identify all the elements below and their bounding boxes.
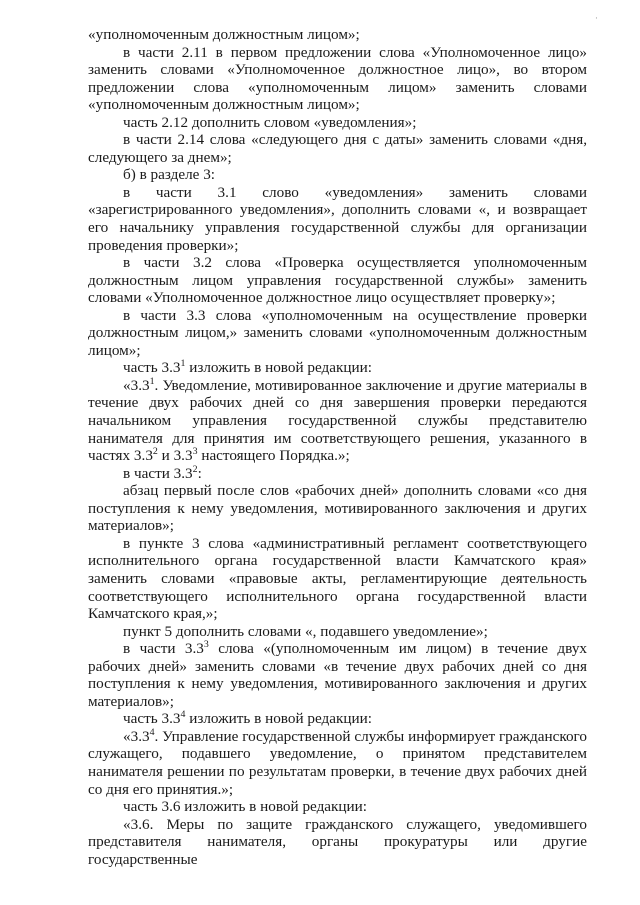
paragraph-text: часть 3.6 изложить в новой редакции:: [123, 798, 368, 816]
paragraph-text: в части 3.1 слово «уведомления» заменить словами «зарегистрированного уведомления», дополнить словами «, и возвращает его начальнику управления государственной службы для организации проведения проверки»;: [88, 183, 587, 254]
superscript: 2: [152, 446, 158, 458]
paragraph-text: «3.3: [123, 727, 150, 745]
paragraph-text: изложить в новой редакции:: [185, 710, 372, 728]
paragraph: [88, 26, 587, 44]
paragraph: [88, 114, 587, 132]
paragraph-text: настоящего Порядка.»;: [197, 447, 350, 465]
paragraph-text: изложить в новой редакции:: [185, 359, 372, 377]
paragraph-text: «3.6. Меры по защите гражданского служащего, уведомившего представителя нанимателя, органы прокуратуры или другие государственные: [88, 815, 587, 868]
paragraph: [88, 254, 587, 307]
paragraph: [88, 482, 587, 535]
paragraph-text: б) в разделе 3:: [123, 166, 216, 184]
superscript: 1: [180, 358, 186, 370]
paragraph: [88, 710, 587, 728]
paragraph: [88, 728, 587, 798]
paragraph-text: в пункте 3 слова «административный регламент соответствующего исполнительного органа государственной власти Камчатского края» заменить словами «правовые акты, регламентирующие деятельность соответствующего исполнительного органа государственной власти Камчатского края,»;: [88, 534, 587, 623]
superscript: 4: [180, 709, 186, 721]
superscript: 4: [149, 726, 155, 738]
superscript: 3: [203, 639, 209, 651]
paragraph-text: слова «(уполномоченным им лицом) в течение двух рабочих дней» заменить словами «в течение двух рабочих дней со дня поступления к нему уведомления, мотивированного заключения и других материалов»;: [88, 640, 588, 710]
paragraph-text: . Уведомление, мотивированное заключение и другие материалы в течение двух рабочих дней со дня завершения проверки передаются начальником управления государственной службы представителю нанимателя для принятия им соответствующего решения, указанного в частях 3.3: [88, 376, 587, 465]
paragraph-text: в части 2.14 слова «следующего дня с даты» заменить словами «дня, следующего за днем»;: [88, 131, 587, 166]
corner-mark: ·: [595, 14, 598, 24]
paragraph: [88, 44, 587, 114]
paragraph: [88, 377, 587, 465]
paragraph-text: «уполномоченным должностным лицом»;: [88, 26, 360, 43]
paragraph-text: часть 3.3: [123, 359, 181, 377]
document-body: [88, 26, 587, 868]
paragraph-text: «3.3: [123, 376, 150, 394]
superscript: 1: [149, 375, 155, 387]
paragraph-text: . Управление государственной службы информирует гражданского служащего, подавшего уведомление, о принятом представителем нанимателя решении по результатам проверки, в течение двух рабочих дней со дня его принятия.»;: [88, 727, 587, 798]
superscript: 2: [192, 463, 198, 475]
paragraph: [88, 816, 587, 869]
paragraph-text: в части 3.3 слова «уполномоченным на осуществление проверки должностным лицом,» заменить словами «уполномоченным должностным лицом»;: [88, 306, 587, 359]
paragraph-text: пункт 5 дополнить словами «, подавшего уведомление»;: [123, 622, 488, 640]
paragraph: [88, 307, 587, 360]
paragraph: [88, 166, 587, 184]
superscript: 3: [192, 446, 198, 458]
paragraph-text: часть 3.3: [123, 710, 181, 728]
paragraph-text: в части 3.3: [123, 464, 193, 482]
paragraph-text: и 3.3: [157, 447, 193, 465]
paragraph: [88, 359, 587, 377]
paragraph: [88, 131, 587, 166]
paragraph: [88, 640, 587, 710]
paragraph-text: :: [197, 464, 202, 482]
paragraph: [88, 535, 587, 623]
paragraph-text: абзац первый после слов «рабочих дней» дополнить словами «со дня поступления к нему уведомления, мотивированного заключения и других материалов»;: [88, 482, 587, 535]
paragraph: [88, 184, 587, 254]
paragraph: [88, 623, 587, 641]
paragraph-text: в части 2.11 в первом предложении слова «Уполномоченное лицо» заменить словами «Уполномоченное должностное лицо», во втором предложении слова «уполномоченным лицом» заменить словами «уполномоченным должностным лицом»;: [88, 43, 587, 114]
paragraph-text: часть 2.12 дополнить словом «уведомления»;: [123, 113, 417, 131]
paragraph: [88, 798, 587, 816]
paragraph-text: в части 3.3: [123, 640, 204, 658]
paragraph-text: в части 3.2 слова «Проверка осуществляется уполномоченным должностным лицом управления государственной службы» заменить словами «Уполномоченное должностное лицо осуществляет проверку»;: [88, 254, 587, 307]
paragraph: [88, 465, 587, 483]
